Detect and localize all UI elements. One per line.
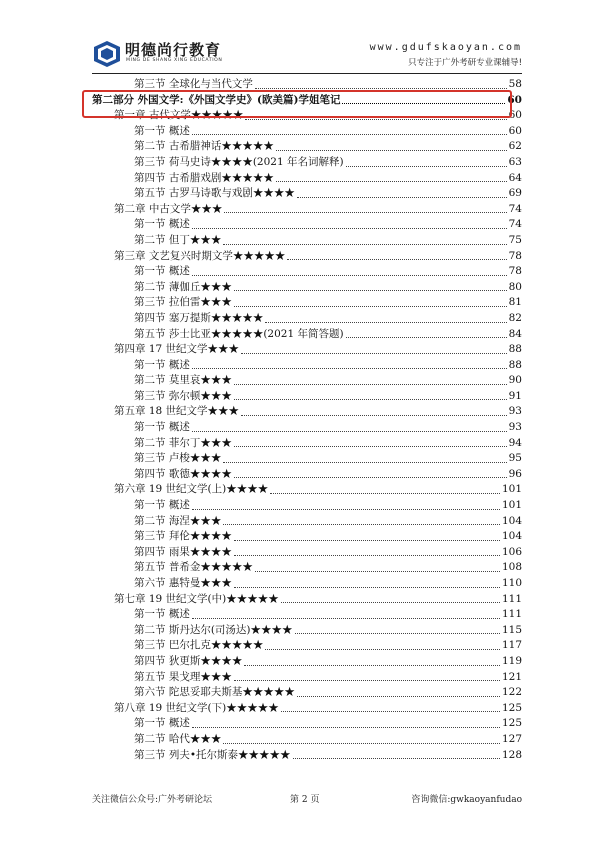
toc-section-row[interactable] [92,358,522,374]
toc-leader-dots [287,259,506,260]
toc-section-row[interactable] [92,186,522,202]
toc-section-row[interactable] [92,373,522,389]
toc-title: 第一节 概述 [134,608,190,621]
logo-subtitle: MING DE SHANG XING EDUCATION [126,58,223,63]
toc-page-number: 119 [501,654,522,667]
toc-section-row[interactable] [92,560,522,576]
toc-section-row[interactable] [92,311,522,327]
toc-leader-dots [234,399,507,400]
toc-section-row[interactable] [92,514,522,530]
toc-section-row[interactable] [92,467,522,483]
toc-page-number: 115 [501,623,522,636]
toc-page-number: 60 [507,93,522,106]
toc-title: 第六章 19 世纪文学(上)★★★★ [114,483,269,496]
toc-page-number: 128 [501,748,522,761]
toc-page-number: 127 [501,732,522,745]
toc-page-number: 111 [501,592,522,605]
toc-section-row[interactable] [92,685,522,701]
toc-title: 第三节 巴尔扎克★★★★★ [134,639,264,652]
footer-page-number: 第 2 页 [290,795,320,805]
toc-section-row[interactable] [92,420,522,436]
toc-page-number: 117 [501,639,522,652]
toc-section-row[interactable] [92,670,522,686]
toc-leader-dots [223,244,506,245]
toc-leader-dots [281,602,500,603]
toc-title: 第二章 中古文学★★★ [114,202,223,215]
toc-section-row[interactable] [92,264,522,280]
toc-leader-dots [234,446,507,447]
toc-title: 第三节 弥尔顿★★★ [134,389,232,402]
toc-leader-dots [281,711,500,712]
logo-icon [92,40,122,68]
toc-leader-dots [244,665,500,666]
toc-section-row[interactable] [92,732,522,748]
footer-contact: 咨询微信:gwkaoyanfudao [411,795,522,805]
toc-page-number: 63 [508,155,522,168]
toc-title: 第二节 莫里哀★★★ [134,374,232,387]
toc-page-number: 93 [508,421,522,434]
toc-leader-dots [234,306,507,307]
toc-page-number: 84 [508,327,522,340]
toc-leader-dots [245,119,506,120]
toc-title: 第五节 古罗马诗歌与戏剧★★★★ [134,187,295,200]
toc-title: 第三节 列夫•托尔斯泰★★★★★ [134,748,291,761]
toc-leader-dots [270,493,500,494]
page-footer [92,792,522,806]
table-of-contents [92,77,522,763]
toc-page-number: 88 [508,343,522,356]
toc-leader-dots [192,228,507,229]
toc-leader-dots [276,150,507,151]
toc-page-number: 125 [501,701,522,714]
toc-leader-dots [223,524,500,525]
toc-title: 第三节 拉伯雷★★★ [134,296,232,309]
toc-title: 第四节 古希腊戏剧★★★★★ [134,171,274,184]
toc-leader-dots [297,197,507,198]
toc-page-number: 64 [508,171,522,184]
toc-section-row[interactable] [92,638,522,654]
toc-title: 第二节 海涅★★★ [134,514,222,527]
toc-section-row[interactable] [92,529,522,545]
toc-title: 第一节 概述 [134,499,190,512]
toc-leader-dots [192,431,507,432]
toc-title: 第三节 卢梭★★★ [134,452,222,465]
toc-section-row[interactable] [92,327,522,343]
toc-leader-dots [192,275,507,276]
toc-chapter-row[interactable] [92,482,522,498]
toc-title: 第一节 概述 [134,218,190,231]
toc-leader-dots [192,509,500,510]
toc-page-number: 88 [508,358,522,371]
toc-title: 第五节 莎士比亚★★★★★(2021 年简答题) [134,327,344,340]
toc-page-number: 78 [508,265,522,278]
toc-page-number: 74 [508,218,522,231]
toc-page-number: 95 [508,452,522,465]
toc-page-number: 93 [508,405,522,418]
site-url[interactable]: www.gdufskaoyan.com [369,42,522,53]
toc-title: 第四节 塞万提斯★★★★★ [134,311,264,324]
toc-leader-dots [192,134,507,135]
toc-title: 第一节 概述 [134,358,190,371]
toc-leader-dots [192,618,500,619]
toc-page-number: 94 [508,436,522,449]
page-header [92,36,522,72]
toc-page-number: 101 [501,499,522,512]
toc-title: 第七章 19 世纪文学(中)★★★★★ [114,592,279,605]
toc-page-number: 82 [508,311,522,324]
toc-title: 第一节 概述 [134,717,190,730]
toc-leader-dots [241,353,507,354]
toc-leader-dots [297,696,500,697]
toc-page-number: 104 [501,530,522,543]
toc-section-row[interactable] [92,748,522,764]
toc-section-row[interactable] [92,436,522,452]
toc-title: 第四节 狄更斯★★★★ [134,654,243,667]
toc-leader-dots [223,743,500,744]
toc-page-number: 90 [508,374,522,387]
toc-page-number: 69 [508,187,522,200]
toc-chapter-row[interactable] [92,202,522,218]
toc-page-number: 122 [501,686,522,699]
toc-section-row[interactable] [92,171,522,187]
toc-leader-dots [255,88,507,89]
toc-leader-dots [346,337,507,338]
toc-title: 第三节 全球化与当代文学 [134,78,253,90]
toc-page-number: 62 [508,140,522,153]
toc-title: 第八章 19 世纪文学(下)★★★★★ [114,701,279,714]
toc-page-number: 108 [501,561,522,574]
toc-leader-dots [295,633,500,634]
toc-chapter-row[interactable] [92,404,522,420]
toc-section-row[interactable] [92,545,522,561]
toc-title: 第一章 古代文学★★★★★ [114,109,244,122]
toc-title: 第五章 18 世纪文学★★★ [114,405,240,418]
toc-leader-dots [234,540,500,541]
toc-page-number: 125 [501,717,522,730]
toc-title: 第二节 菲尔丁★★★ [134,436,232,449]
toc-leader-dots [234,680,500,681]
header-divider [92,73,522,74]
toc-leader-dots [192,727,500,728]
toc-section-row[interactable] [92,139,522,155]
toc-leader-dots [265,322,506,323]
toc-leader-dots [265,649,500,650]
toc-section-row[interactable] [92,623,522,639]
toc-title: 第四节 雨果★★★★ [134,545,232,558]
toc-page-number: 111 [501,608,522,621]
toc-section-row[interactable] [92,576,522,592]
toc-page-number: 80 [508,280,522,293]
toc-chapter-row[interactable] [92,249,522,265]
toc-page-number: 60 [508,124,522,137]
footer-wechat-account: 关注微信公众号:广外考研论坛 [92,795,213,805]
toc-page-number: 110 [501,577,522,589]
toc-section-row[interactable] [92,389,522,405]
toc-page-number: 96 [508,467,522,480]
toc-title: 第一节 概述 [134,124,190,137]
toc-title: 第三节 荷马史诗★★★★(2021 年名词解释) [134,155,344,168]
toc-section-row[interactable] [92,233,522,249]
toc-title: 第五节 普希金★★★★★ [134,561,253,574]
toc-leader-dots [255,571,500,572]
toc-title: 第一节 概述 [134,421,190,434]
toc-title: 第三章 文艺复兴时期文学★★★★★ [114,249,286,262]
toc-page-number: 58 [508,78,522,90]
toc-leader-dots [224,212,506,213]
toc-title: 第二节 古希腊神话★★★★★ [134,140,274,153]
toc-section-row[interactable] [92,124,522,140]
toc-leader-dots [234,555,500,556]
toc-title: 第四节 歌德★★★★ [134,467,232,480]
toc-section-row[interactable] [92,155,522,171]
toc-page-number: 104 [501,514,522,527]
toc-page-number: 106 [501,545,522,558]
toc-leader-dots [234,384,507,385]
toc-section-row[interactable] [92,295,522,311]
highlight-box [82,90,512,118]
toc-page-number: 91 [508,389,522,402]
header-tagline: 只专注于广外考研专业课辅导! [408,58,522,68]
toc-leader-dots [346,166,507,167]
toc-title: 第六节 陀思妥耶夫斯基★★★★★ [134,686,295,699]
toc-section-row[interactable] [92,654,522,670]
toc-section-row[interactable] [92,217,522,233]
toc-title: 第三节 拜伦★★★★ [134,530,232,543]
toc-section-row[interactable] [92,498,522,514]
toc-title: 第二节 但丁★★★ [134,233,222,246]
toc-chapter-row[interactable] [92,701,522,717]
toc-chapter-row[interactable] [92,592,522,608]
toc-page-number: 60 [508,109,522,122]
toc-section-row[interactable] [92,607,522,623]
toc-section-row[interactable] [92,280,522,296]
toc-leader-dots [276,181,507,182]
toc-title: 第二部分 外国文学:《外国文学史》(欧美篇)学姐笔记 [92,93,341,106]
toc-title: 第二节 斯丹达尔(司汤达)★★★★ [134,623,293,636]
toc-title: 第六节 惠特曼★★★ [134,577,232,589]
toc-section-row[interactable] [92,451,522,467]
toc-title: 第五节 果戈理★★★ [134,670,232,683]
toc-title: 第四章 17 世纪文学★★★ [114,343,240,356]
toc-page-number: 121 [501,670,522,683]
toc-leader-dots [234,290,507,291]
toc-title: 第二节 薄伽丘★★★ [134,280,232,293]
toc-page-number: 75 [508,233,522,246]
toc-title: 第二节 哈代★★★ [134,732,222,745]
toc-chapter-row[interactable] [92,342,522,358]
toc-page-number: 78 [508,249,522,262]
toc-page-number: 81 [508,296,522,309]
logo-text: 明德尚行教育 [125,41,222,59]
toc-page-number: 74 [508,202,522,215]
toc-leader-dots [234,587,500,588]
toc-page-number: 101 [501,483,522,496]
toc-leader-dots [234,477,507,478]
toc-section-row[interactable] [92,716,522,732]
toc-leader-dots [223,462,506,463]
toc-leader-dots [293,758,500,759]
toc-title: 第一节 概述 [134,265,190,278]
toc-leader-dots [192,368,507,369]
toc-leader-dots [241,415,507,416]
